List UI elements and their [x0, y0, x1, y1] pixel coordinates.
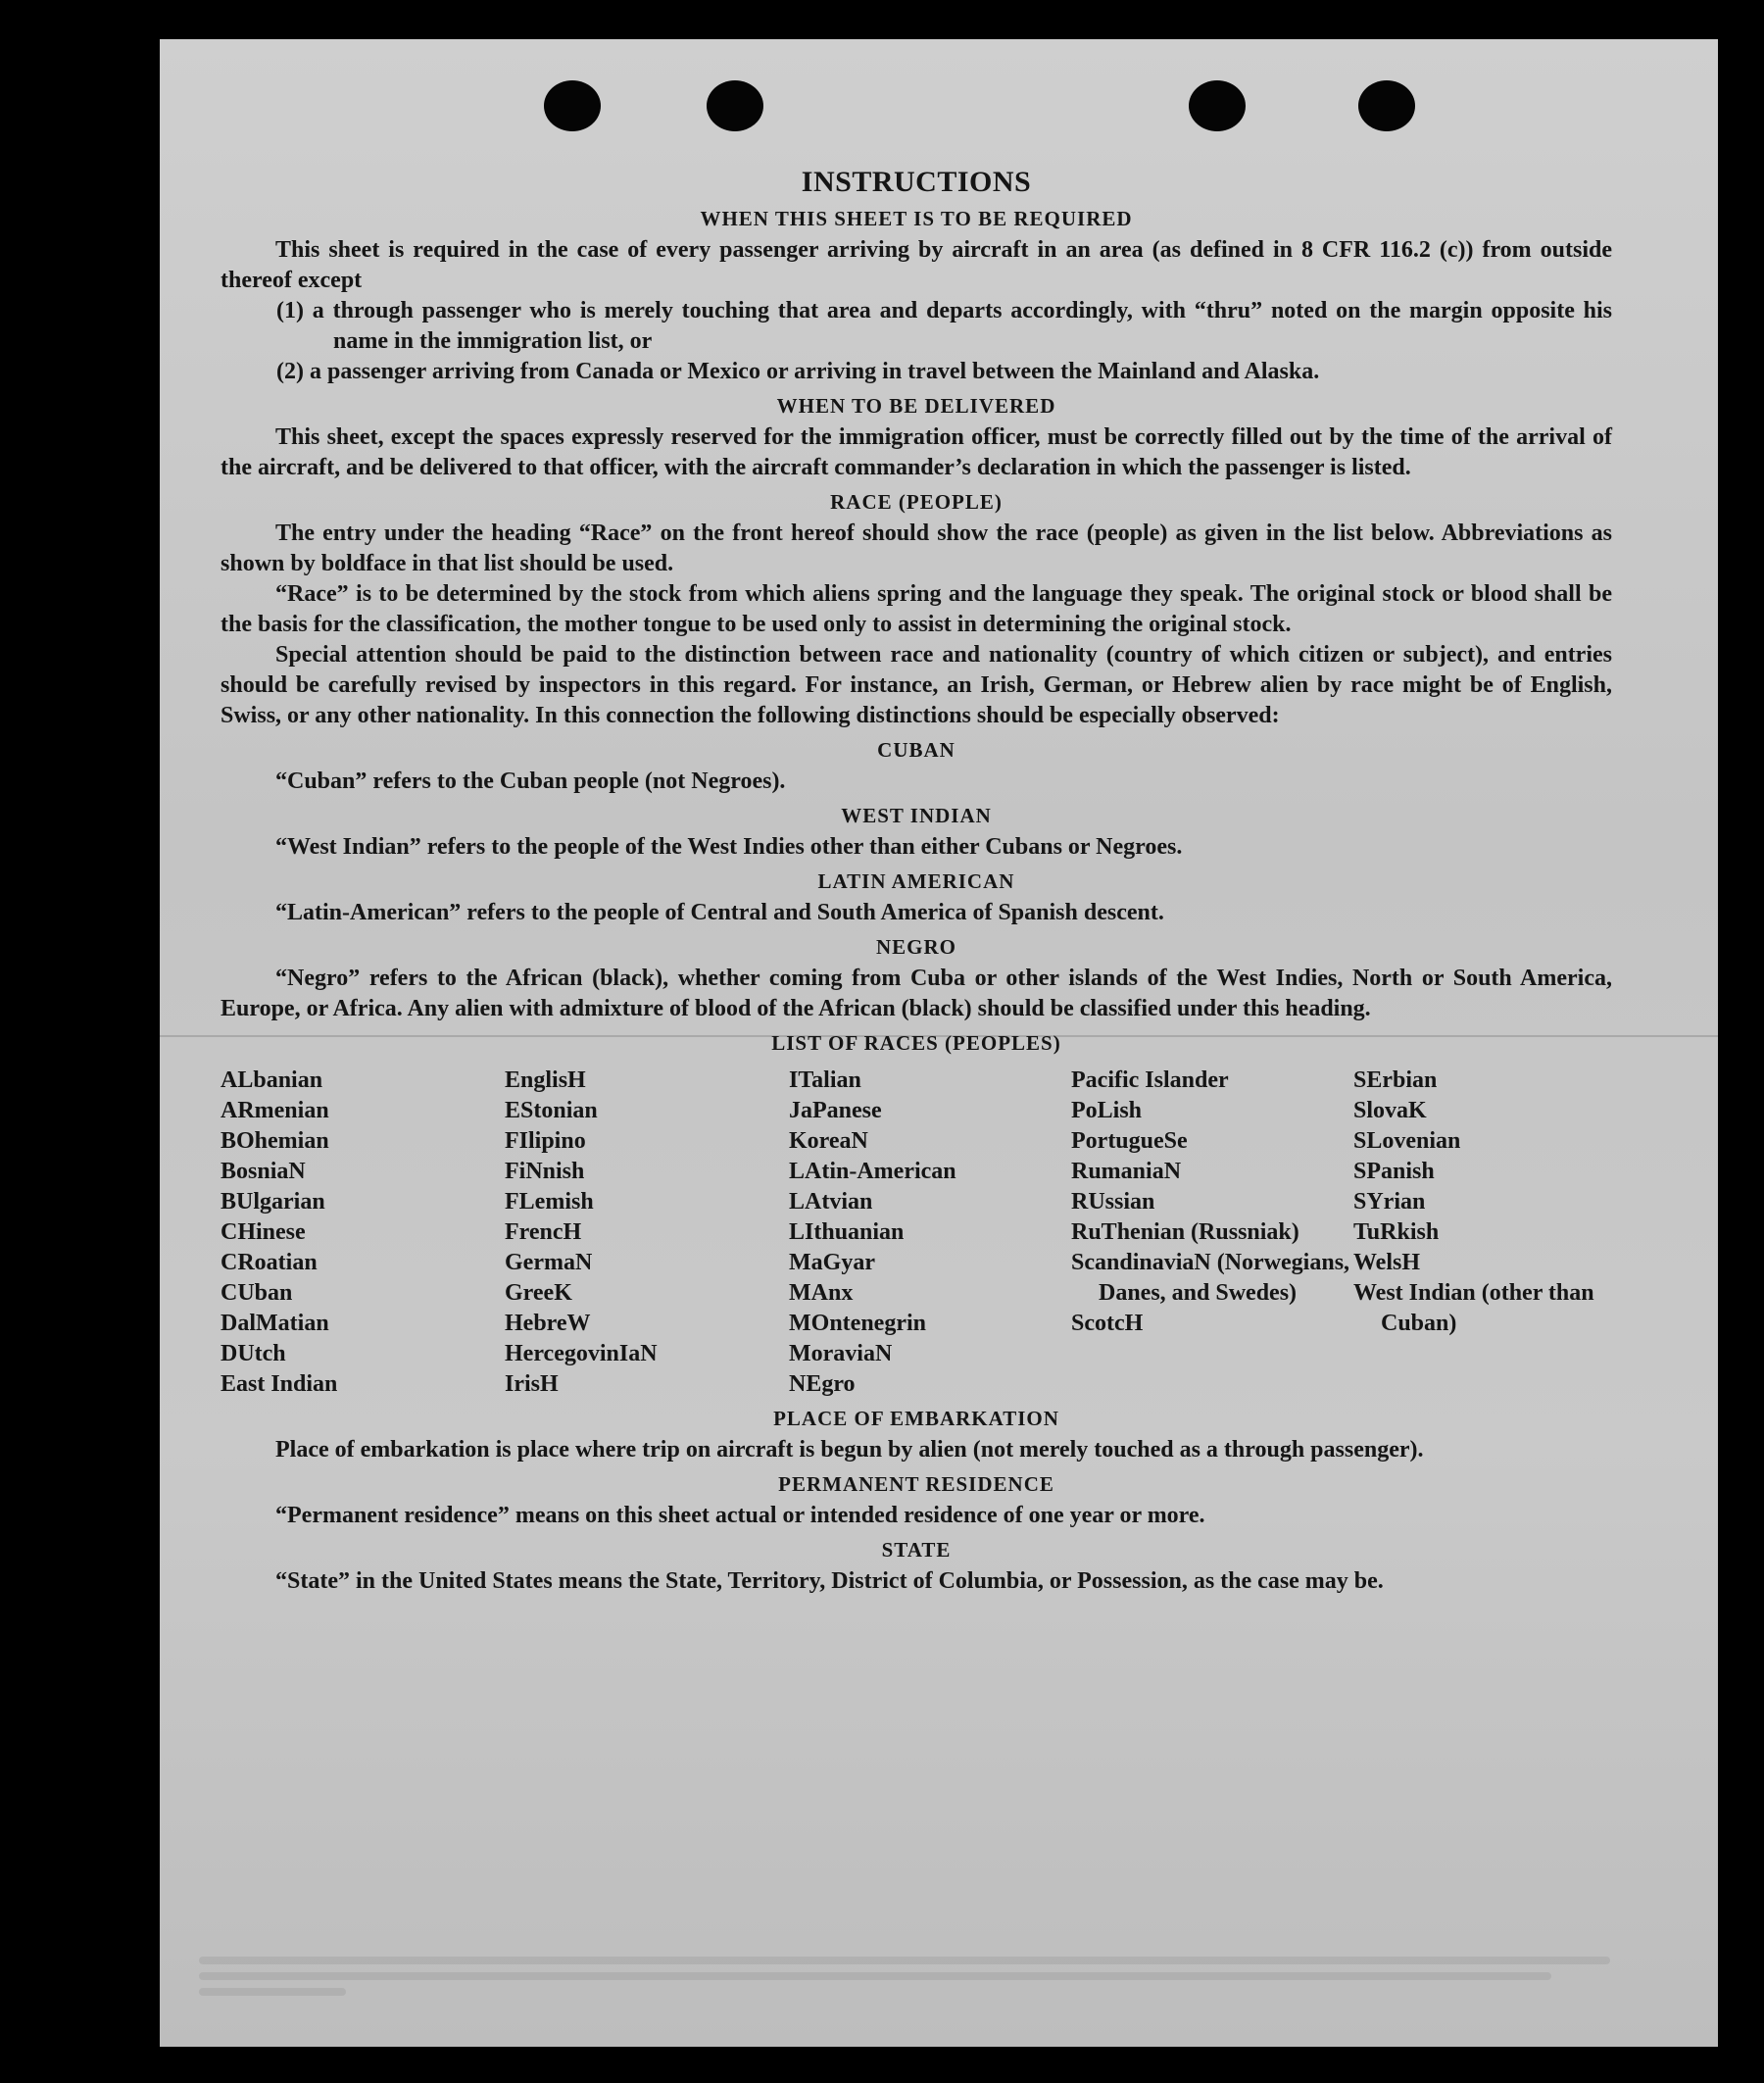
race-item: FIlipino	[505, 1128, 586, 1154]
race-item: NEgro	[789, 1371, 856, 1397]
cuban-text: “Cuban” refers to the Cuban people (not Negroes).	[275, 769, 786, 794]
race-item: Pacific Islander	[1071, 1067, 1229, 1093]
heading-delivered: WHEN TO BE DELIVERED	[776, 394, 1056, 418]
race-item: RUssian	[1071, 1189, 1155, 1215]
race-item: ScandinaviaN (Norwegians, Danes, and Swedes)	[1071, 1250, 1350, 1306]
race-item: IrisH	[505, 1371, 559, 1397]
race-item: BUlgarian	[220, 1189, 325, 1215]
required-item-2: (2) a passenger arriving from Canada or Mexico or arriving in travel between the Mainland and Alaska.	[276, 359, 1320, 384]
race-item: BosniaN	[220, 1159, 306, 1184]
race-paragraph-1: The entry under the heading “Race” on the front hereof should show the race (people) as given in the list below. Abbreviations as shown by boldface in that list should be used.	[220, 521, 1612, 576]
race-item: SErbian	[1353, 1067, 1438, 1093]
race-column	[220, 1066, 505, 1400]
state-text: “State” in the United States means the State, Territory, District of Columbia, or Possession, as the case may be.	[275, 1568, 1384, 1594]
race-item: West Indian (other than Cuban)	[1353, 1280, 1594, 1336]
residence-text: “Permanent residence” means on this sheet actual or intended residence of one year or more.	[275, 1503, 1205, 1528]
race-item: LIthuanian	[789, 1219, 905, 1245]
race-column	[505, 1066, 789, 1400]
race-item: SLovenian	[1353, 1128, 1461, 1154]
race-item: BOhemian	[220, 1128, 329, 1154]
race-item: SPanish	[1353, 1159, 1435, 1184]
race-item: ARmenian	[220, 1098, 329, 1123]
race-item: KoreaN	[789, 1128, 868, 1154]
race-item: RumaniaN	[1071, 1159, 1182, 1184]
embarkation-text: Place of embarkation is place where trip on aircraft is begun by alien (not merely touched as a through passenger).	[275, 1437, 1424, 1463]
race-item: RuThenian (Russniak)	[1071, 1219, 1299, 1245]
race-paragraph-2: “Race” is to be determined by the stock from which aliens spring and the language they speak. The original stock or blood shall be the basis for the classification, the mother tongue to be used only to assist in determining the original stock.	[220, 581, 1612, 637]
heading-latin-american: LATIN AMERICAN	[817, 869, 1015, 893]
punch-hole	[1358, 80, 1415, 131]
race-item: EStonian	[505, 1098, 598, 1123]
race-item: PortugueSe	[1071, 1128, 1188, 1154]
race-item: LAtvian	[789, 1189, 873, 1215]
race-item: MaGyar	[789, 1250, 875, 1275]
race-paragraph-3: Special attention should be paid to the distinction between race and nationality (country of which citizen or subject), and entries should be carefully revised by inspectors in this regard. For instance, an Irish, German, or Hebrew alien by race might be of English, Swiss, or any other nationality. In this connection the following distinctions should be especially observed:	[220, 642, 1612, 728]
race-item: LAtin-American	[789, 1159, 956, 1184]
heading-permanent-residence: PERMANENT RESIDENCE	[778, 1472, 1054, 1496]
heading-race: RACE (PEOPLE)	[830, 490, 1003, 514]
faded-footnote	[199, 1949, 1669, 2008]
heading-required: WHEN THIS SHEET IS TO BE REQUIRED	[700, 207, 1133, 230]
latin-american-text: “Latin-American” refers to the people of Central and South America of Spanish descent.	[275, 900, 1164, 925]
race-item: ITalian	[789, 1067, 861, 1093]
race-item: SYrian	[1353, 1189, 1426, 1215]
delivered-text: This sheet, except the spaces expressly reserved for the immigration officer, must be correctly filled out by the time of the arrival of the aircraft, and be delivered to that officer, with the aircraft commander’s declaration in which the passenger is listed.	[220, 424, 1612, 480]
race-item: FLemish	[505, 1189, 594, 1215]
race-item: GermaN	[505, 1250, 593, 1275]
required-intro: This sheet is required in the case of every passenger arriving by aircraft in an area (as defined in 8 CFR 116.2 (c)) from outside thereof except	[220, 237, 1612, 293]
race-item: MoraviaN	[789, 1341, 893, 1366]
race-item: TuRkish	[1353, 1219, 1440, 1245]
heading-embarkation: PLACE OF EMBARKATION	[773, 1407, 1059, 1430]
race-item: MOntenegrin	[789, 1311, 926, 1336]
heading-negro: NEGRO	[875, 935, 956, 959]
race-item: CUban	[220, 1280, 293, 1306]
race-item: EnglisH	[505, 1067, 586, 1093]
heading-state: STATE	[881, 1538, 952, 1562]
race-column	[1353, 1066, 1608, 1400]
document-sheet	[160, 39, 1718, 2047]
race-item: FiNnish	[505, 1159, 585, 1184]
heading-cuban: CUBAN	[877, 738, 956, 762]
page-title: INSTRUCTIONS	[801, 166, 1032, 198]
race-item: JaPanese	[789, 1098, 882, 1123]
race-item: ScotcH	[1071, 1311, 1144, 1336]
race-item: HebreW	[505, 1311, 591, 1336]
race-item: CHinese	[220, 1219, 306, 1245]
punch-hole	[1189, 80, 1246, 131]
punch-hole	[707, 80, 763, 131]
race-item: MAnx	[789, 1280, 854, 1306]
race-column	[1071, 1066, 1353, 1400]
race-item: HercegovinIaN	[505, 1341, 658, 1366]
negro-text: “Negro” refers to the African (black), whether coming from Cuba or other islands of the West Indies, North or South America, Europe, or Africa. Any alien with admixture of blood of the African (black) should be classified under this heading.	[220, 966, 1612, 1021]
punch-hole	[544, 80, 601, 131]
race-item: East Indian	[220, 1371, 338, 1397]
race-item: PoLish	[1071, 1098, 1143, 1123]
race-item: DUtch	[220, 1341, 286, 1366]
race-column	[789, 1066, 1071, 1400]
required-item-1: (1) a through passenger who is merely touching that area and departs accordingly, with “thru” noted on the margin opposite his name in the immigration list, or	[276, 298, 1612, 354]
race-item: SlovaK	[1353, 1098, 1427, 1123]
heading-list-of-races: LIST OF RACES (PEOPLES)	[771, 1031, 1061, 1055]
race-item: GreeK	[505, 1280, 572, 1306]
heading-west-indian: WEST INDIAN	[841, 804, 992, 827]
west-indian-text: “West Indian” refers to the people of the West Indies other than either Cubans or Negroes.	[275, 834, 1183, 860]
race-item: ALbanian	[220, 1067, 323, 1093]
race-item: DalMatian	[220, 1311, 329, 1336]
race-list	[220, 1066, 1612, 1400]
instructions-content	[220, 165, 1612, 1597]
race-item: FrencH	[505, 1219, 582, 1245]
race-item: WelsH	[1353, 1250, 1421, 1275]
race-item: CRoatian	[220, 1250, 318, 1275]
